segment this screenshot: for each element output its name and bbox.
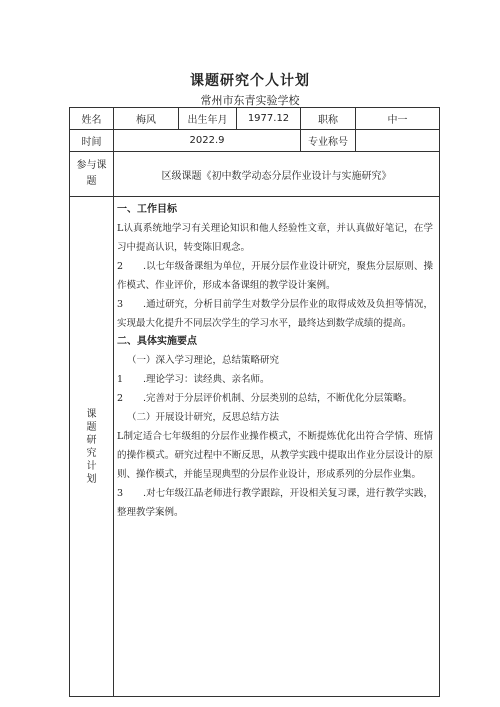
school-name: 常州市东青实验学校 xyxy=(200,94,300,107)
design-item-3: 3 .对七年级江晶老师进行教学跟踪，开设相关复习课，进行教学实践，整理教学案例。 xyxy=(117,488,433,518)
topic-label: 参与课题 xyxy=(70,152,114,197)
document-title: 课题研究个人计划 xyxy=(190,73,310,89)
theory-item-2: 2 .完善对于分层评价机制、分层类别的总结，不断优化分层策略。 xyxy=(117,393,413,404)
name-value: 梅风 xyxy=(114,108,179,130)
section-heading-goals: 一、工作目标 xyxy=(117,204,177,215)
plan-label: 课题研究计划 xyxy=(70,197,114,697)
time-label: 时间 xyxy=(70,130,114,152)
title-value: 中一 xyxy=(356,108,440,130)
pro-title-label: 专业称号 xyxy=(301,130,356,152)
design-item-1: L制定适合七年级组的分层作业操作模式，不断提炼优化出符合学情、班情的操作模式。研究过程中不断反思，从教学实践中提取出作业分层设计的原则、操作模式，并能呈现典型的分层作业设计，形成系列的分层作业集。 xyxy=(117,431,433,480)
goal-item-2: 2 .以七年级备课组为单位，开展分层作业设计研究，聚焦分层原则、操作模式、作业评价，形成本备课组的教学设计案例。 xyxy=(117,261,433,291)
section-heading-implementation: 二、具体实施要点 xyxy=(117,336,197,347)
time-value: 2022.9 xyxy=(114,130,301,152)
pro-title-value xyxy=(356,130,440,152)
plan-content xyxy=(114,197,440,697)
birth-label: 出生年月 xyxy=(179,108,237,130)
title-label: 职称 xyxy=(301,108,356,130)
subsection-theory: （一）深入学习理论，总结策略研究 xyxy=(127,355,280,366)
theory-item-1: 1 .理论学习：读经典、亲名师。 xyxy=(117,374,270,385)
subsection-design: （二）开展设计研究，反思总结方法 xyxy=(127,412,280,423)
topic-value: 区级课题《初中数学动态分层作业设计与实施研究》 xyxy=(114,152,440,197)
birth-value: 1977.12 xyxy=(237,108,301,130)
plan-form-table xyxy=(69,107,440,697)
goal-item-1: L认真系统地学习有关理论知识和他人经验性文章，并认真做好笔记，在学习中提高认识，转变陈旧观念。 xyxy=(117,223,433,253)
goal-item-3: 3 .通过研究，分析目前学生对数学分层作业的取得成效及负担等情况，实现最大化提升不同层次学生的学习水平，最终达到数学成绩的提高。 xyxy=(117,299,433,329)
name-label: 姓名 xyxy=(70,108,114,130)
